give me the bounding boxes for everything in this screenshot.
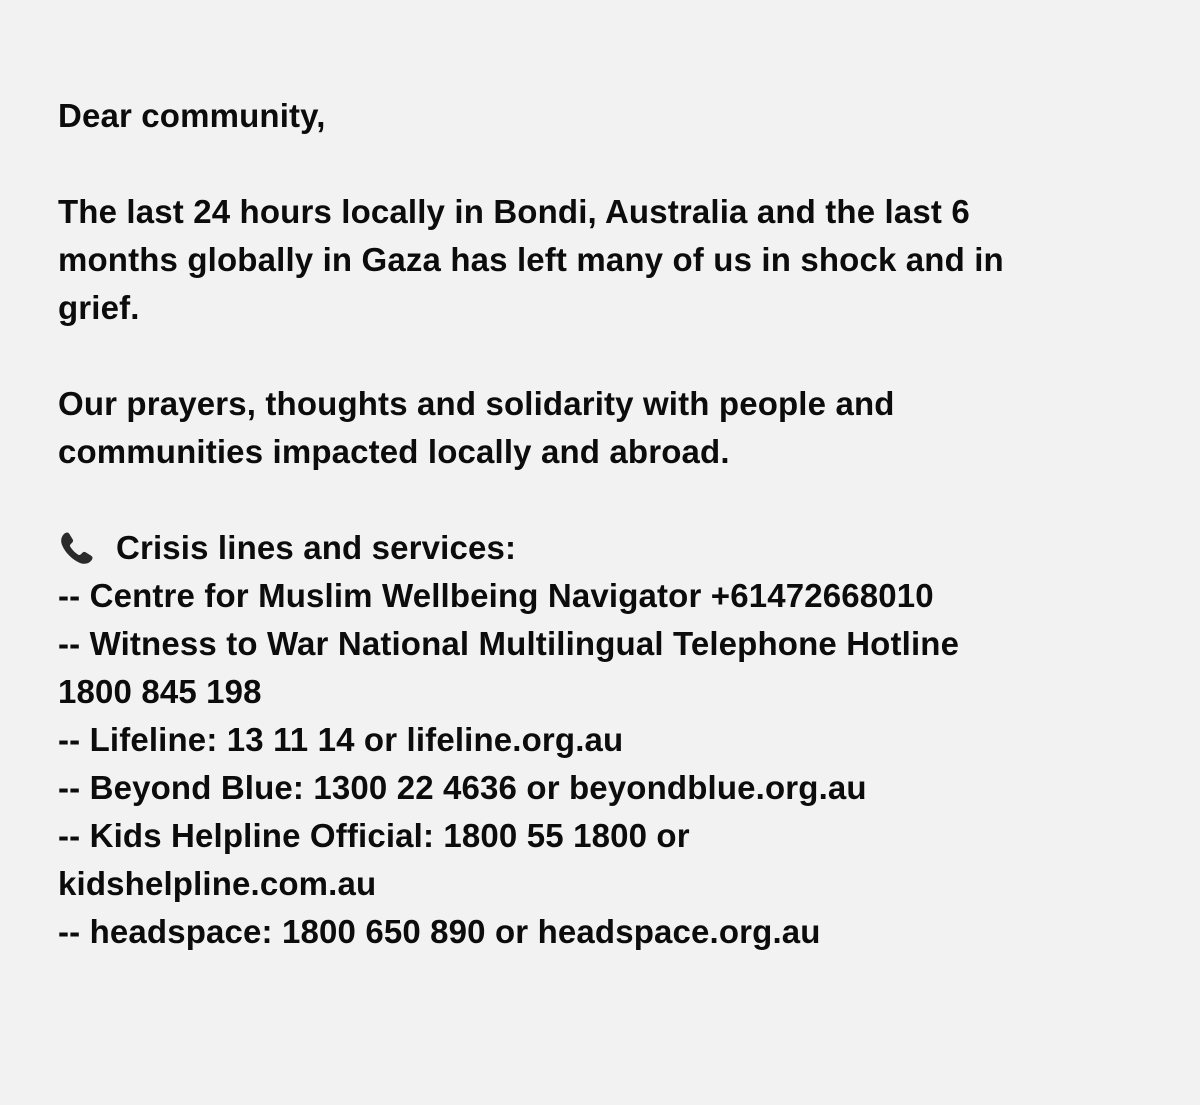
service-line: kidshelpline.com.au xyxy=(58,865,377,902)
paragraph-line: grief. xyxy=(58,289,140,326)
service-line: 1800 845 198 xyxy=(58,673,262,710)
crisis-service-list xyxy=(58,572,1168,956)
service-item-beyond-blue xyxy=(58,764,1168,812)
greeting-text: Dear community, xyxy=(58,97,326,134)
note-document xyxy=(58,92,1168,956)
service-item-headspace xyxy=(58,908,1168,956)
crisis-services-section xyxy=(58,524,1168,956)
paragraph-line: months globally in Gaza has left many of us in shock and in xyxy=(58,241,1004,278)
service-item-witness-to-war xyxy=(58,620,1168,716)
paragraph-line: The last 24 hours locally in Bondi, Australia and the last 6 xyxy=(58,193,970,230)
service-item-kids-helpline xyxy=(58,812,1168,908)
paragraph-line: communities impacted locally and abroad. xyxy=(58,433,730,470)
service-line: -- Beyond Blue: 1300 22 4636 or beyondblue.org.au xyxy=(58,769,867,806)
service-item-muslim-wellbeing xyxy=(58,572,1168,620)
telephone-receiver-icon xyxy=(58,529,96,567)
paragraph-solidarity xyxy=(58,380,1168,476)
service-line: -- Witness to War National Multilingual Telephone Hotline xyxy=(58,625,960,662)
paragraph-recent-events xyxy=(58,188,1168,332)
service-line: -- Lifeline: 13 11 14 or lifeline.org.au xyxy=(58,721,624,758)
greeting xyxy=(58,92,1168,140)
service-line: -- headspace: 1800 650 890 or headspace.org.au xyxy=(58,913,821,950)
service-line: -- Kids Helpline Official: 1800 55 1800 or xyxy=(58,817,690,854)
service-line: -- Centre for Muslim Wellbeing Navigator +61472668010 xyxy=(58,577,934,614)
services-heading-text: Crisis lines and services: xyxy=(116,529,517,566)
service-item-lifeline xyxy=(58,716,1168,764)
paragraph-line: Our prayers, thoughts and solidarity with people and xyxy=(58,385,895,422)
services-heading xyxy=(58,524,1168,572)
